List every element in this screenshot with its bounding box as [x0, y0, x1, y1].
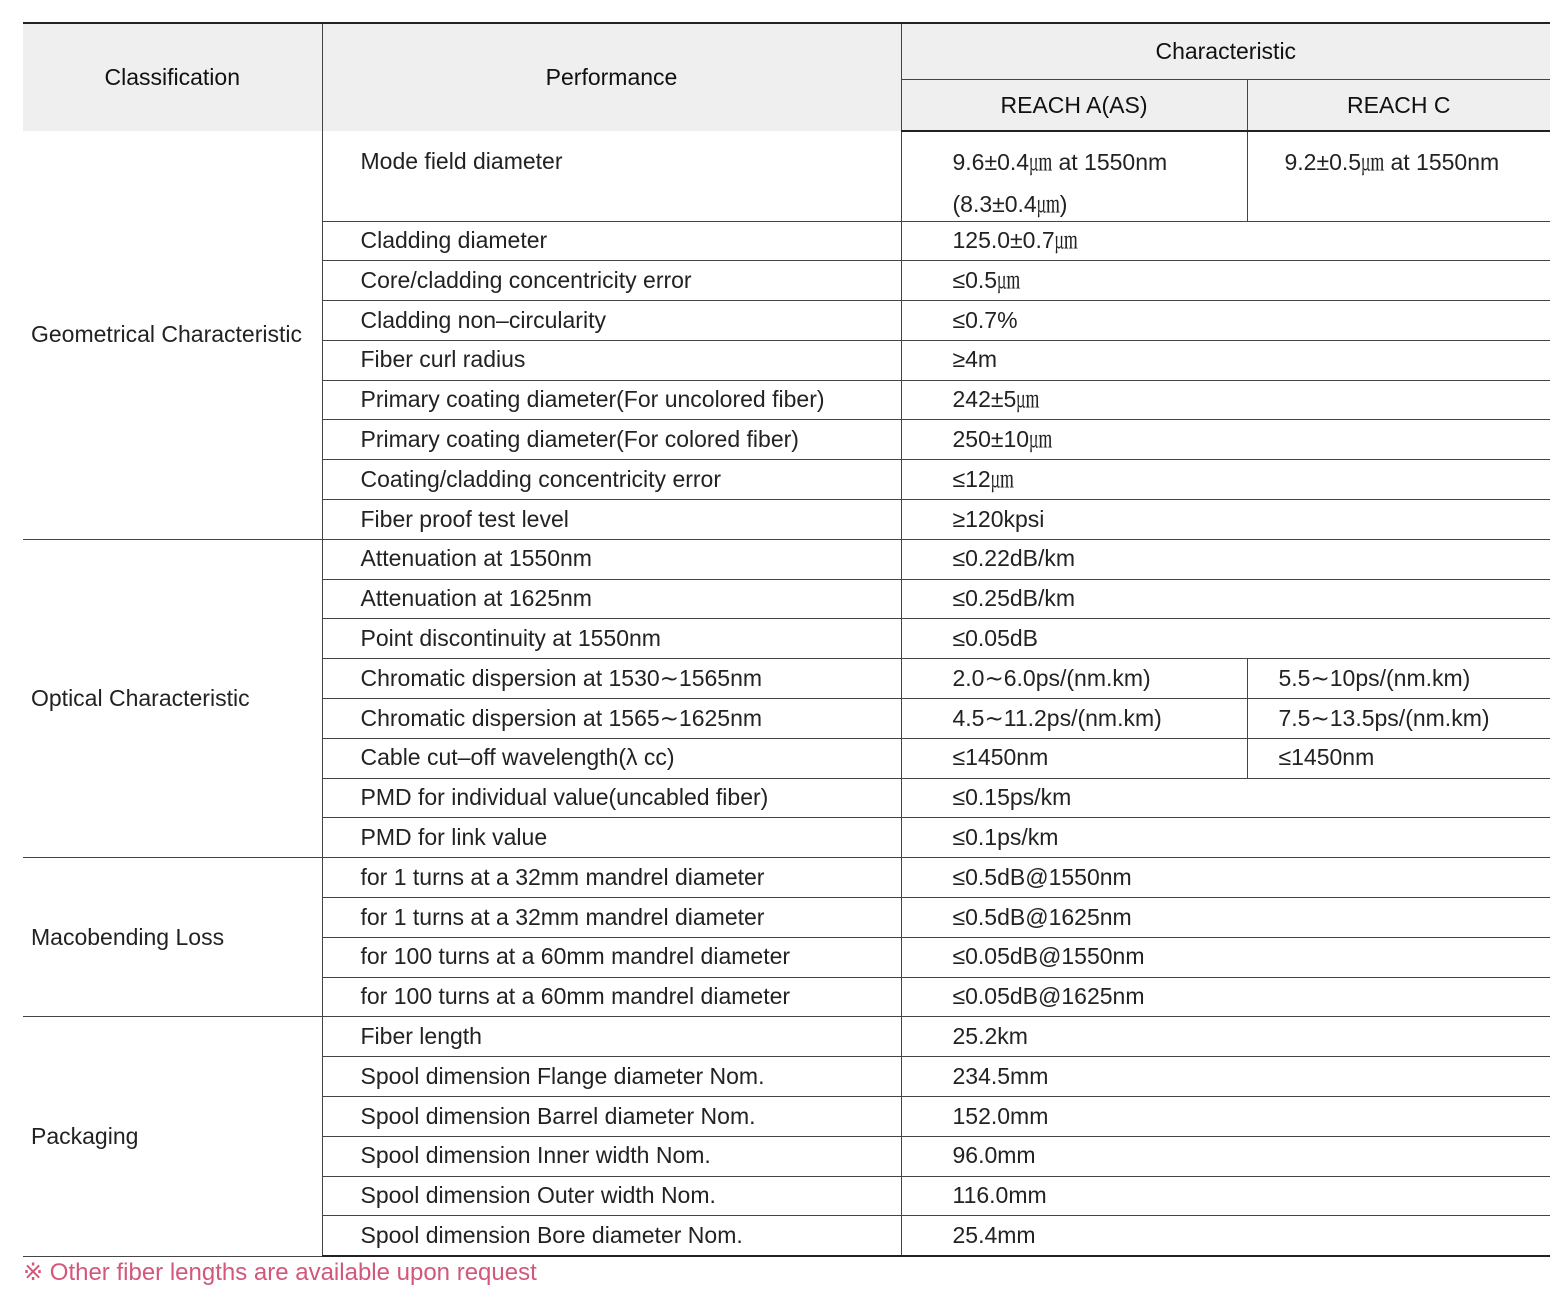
performance-cell: Spool dimension Barrel diameter Nom. — [322, 1097, 901, 1137]
performance-cell: Attenuation at 1625nm — [322, 579, 901, 619]
performance-cell: Cladding diameter — [322, 221, 901, 261]
performance-cell: Mode field diameter — [322, 131, 901, 221]
value-cell: ≤0.7% — [901, 301, 1550, 341]
table-header — [23, 23, 1550, 131]
performance-cell: for 1 turns at a 32mm mandrel diameter — [322, 858, 901, 898]
reach-c-cell: 5.5∼10ps/(nm.km) — [1247, 659, 1550, 699]
header-reach-c: REACH C — [1247, 80, 1550, 132]
reach-c-cell: 7.5∼13.5ps/(nm.km) — [1247, 699, 1550, 739]
group-macrobending: Macobending Loss — [23, 858, 322, 1017]
performance-cell: for 1 turns at a 32mm mandrel diameter — [322, 898, 901, 938]
value-cell: ≤0.05dB — [901, 619, 1550, 659]
reach-c-cell: ≤1450nm — [1247, 738, 1550, 778]
group-optical: Optical Characteristic — [23, 539, 322, 857]
value-cell: ≤0.05dB@1625nm — [901, 977, 1550, 1017]
reach-c-cell: 9.2±0.5㎛ at 1550nm — [1247, 131, 1550, 221]
value-cell: 96.0mm — [901, 1136, 1550, 1176]
value-cell: 125.0±0.7㎛ — [901, 221, 1550, 261]
value-cell: 234.5mm — [901, 1057, 1550, 1097]
table-body — [23, 131, 1550, 1256]
performance-cell: Spool dimension Bore diameter Nom. — [322, 1216, 901, 1256]
performance-cell: Chromatic dispersion at 1565∼1625nm — [322, 699, 901, 739]
reach-a-cell — [901, 131, 1247, 221]
value-cell: ≤0.5dB@1550nm — [901, 858, 1550, 898]
performance-cell: Cladding non–circularity — [322, 301, 901, 341]
value-line: (8.3±0.4㎛) — [952, 190, 1068, 217]
performance-cell: Spool dimension Outer width Nom. — [322, 1176, 901, 1216]
performance-cell: Primary coating diameter(For uncolored fiber) — [322, 380, 901, 420]
header-classification: Classification — [23, 23, 322, 131]
table-row — [23, 1017, 1550, 1057]
performance-cell: Point discontinuity at 1550nm — [322, 619, 901, 659]
reach-a-cell: 4.5∼11.2ps/(nm.km) — [901, 699, 1247, 739]
group-geometrical: Geometrical Characteristic — [23, 131, 322, 539]
table-row — [23, 539, 1550, 579]
value-cell: 25.4mm — [901, 1216, 1550, 1256]
value-cell: ≥4m — [901, 340, 1550, 380]
header-reach-a: REACH A(AS) — [901, 80, 1247, 132]
performance-cell: Chromatic dispersion at 1530∼1565nm — [322, 659, 901, 699]
performance-cell: Cable cut–off wavelength(λ cc) — [322, 738, 901, 778]
value-cell: ≤12㎛ — [901, 460, 1550, 500]
group-packaging: Packaging — [23, 1017, 322, 1256]
header-characteristic: Characteristic — [901, 23, 1550, 80]
performance-cell: Fiber length — [322, 1017, 901, 1057]
value-cell: ≤0.1ps/km — [901, 818, 1550, 858]
spec-table — [23, 22, 1550, 1257]
reach-a-cell: ≤1450nm — [901, 738, 1247, 778]
reach-a-cell: 2.0∼6.0ps/(nm.km) — [901, 659, 1247, 699]
header-performance: Performance — [322, 23, 901, 131]
value-cell: 242±5㎛ — [901, 380, 1550, 420]
value-cell: ≤0.25dB/km — [901, 579, 1550, 619]
performance-cell: for 100 turns at a 60mm mandrel diameter — [322, 977, 901, 1017]
performance-cell: Fiber proof test level — [322, 500, 901, 540]
value-cell: 116.0mm — [901, 1176, 1550, 1216]
performance-cell: Coating/cladding concentricity error — [322, 460, 901, 500]
performance-cell: PMD for individual value(uncabled fiber) — [322, 778, 901, 818]
value-cell: ≤0.05dB@1550nm — [901, 937, 1550, 977]
value-cell: ≤0.5㎛ — [901, 261, 1550, 301]
performance-cell: for 100 turns at a 60mm mandrel diameter — [322, 937, 901, 977]
value-cell: 152.0mm — [901, 1097, 1550, 1137]
performance-cell: Attenuation at 1550nm — [322, 539, 901, 579]
performance-cell: PMD for link value — [322, 818, 901, 858]
value-cell: ≤0.5dB@1625nm — [901, 898, 1550, 938]
value-cell: ≥120kpsi — [901, 500, 1550, 540]
value-cell: 25.2km — [901, 1017, 1550, 1057]
performance-cell: Spool dimension Inner width Nom. — [322, 1136, 901, 1176]
performance-cell: Fiber curl radius — [322, 340, 901, 380]
performance-cell: Spool dimension Flange diameter Nom. — [322, 1057, 901, 1097]
value-cell: ≤0.22dB/km — [901, 539, 1550, 579]
table-row — [23, 858, 1550, 898]
performance-cell: Primary coating diameter(For colored fiber) — [322, 420, 901, 460]
value-cell: 250±10㎛ — [901, 420, 1550, 460]
performance-cell: Core/cladding concentricity error — [322, 261, 901, 301]
value-line: 9.6±0.4㎛ at 1550nm — [952, 149, 1168, 175]
value-cell: ≤0.15ps/km — [901, 778, 1550, 818]
table-row — [23, 131, 1550, 221]
footnote: ※ Other fiber lengths are available upon request — [23, 1259, 537, 1286]
